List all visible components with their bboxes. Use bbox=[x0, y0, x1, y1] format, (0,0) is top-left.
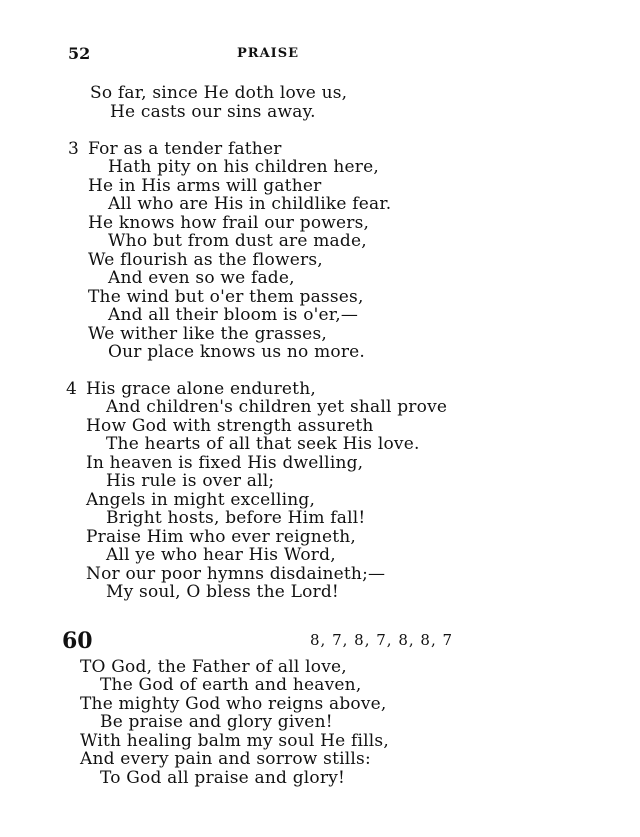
running-title: PRAISE bbox=[237, 46, 300, 61]
verse-line: Bright hosts, before Him fall! bbox=[106, 508, 366, 528]
verse-line: Who but from dust are made, bbox=[108, 231, 367, 251]
page-number: 52 bbox=[68, 44, 91, 63]
stanza-number: 3 bbox=[68, 139, 79, 159]
verse-line: The wind but o'er them passes, bbox=[88, 287, 364, 307]
stanza-number: 4 bbox=[66, 379, 77, 399]
verse-line: With healing balm my soul He fills, bbox=[80, 731, 389, 751]
verse-line: The hearts of all that seek His love. bbox=[106, 434, 420, 454]
hymn-meter: 8, 7, 8, 7, 8, 8, 7 bbox=[310, 631, 454, 649]
verse-line: Our place knows us no more. bbox=[108, 342, 366, 362]
hymn-number: 60 bbox=[62, 628, 93, 654]
verse-line: Nor our poor hymns disdaineth;— bbox=[86, 564, 386, 584]
verse-line: We flourish as the flowers, bbox=[88, 250, 323, 270]
verse-line: In heaven is fixed His dwelling, bbox=[86, 453, 364, 473]
verse-line: Be praise and glory given! bbox=[100, 712, 333, 732]
verse-line: We wither like the grasses, bbox=[88, 324, 327, 344]
verse-line: The mighty God who reigns above, bbox=[80, 694, 387, 714]
verse-line: He knows how frail our powers, bbox=[88, 213, 370, 233]
verse-line: His rule is over all; bbox=[106, 471, 275, 491]
verse-line: TO God, the Father of all love, bbox=[80, 657, 347, 677]
page-header bbox=[0, 44, 640, 68]
verse-line: To God all praise and glory! bbox=[100, 768, 346, 788]
verse-line: He casts our sins away. bbox=[110, 102, 316, 122]
verse-line: And all their bloom is o'er,— bbox=[108, 305, 359, 325]
verse-line: He in His arms will gather bbox=[88, 176, 322, 196]
verse-line: All ye who hear His Word, bbox=[106, 545, 336, 565]
verse-line: So far, since He doth love us, bbox=[90, 83, 348, 103]
verse-line: Hath pity on his children here, bbox=[108, 157, 379, 177]
verse-line: Angels in might excelling, bbox=[86, 490, 316, 510]
verse-line: His grace alone endureth, bbox=[86, 379, 316, 399]
verse-line: And even so we fade, bbox=[108, 268, 295, 288]
verse-line: And every pain and sorrow stills: bbox=[80, 749, 371, 769]
verse-line: All who are His in childlike fear. bbox=[108, 194, 392, 214]
verse-line: How God with strength assureth bbox=[86, 416, 374, 436]
verse-line: And children's children yet shall prove bbox=[106, 397, 448, 417]
verse-line: My soul, O bless the Lord! bbox=[106, 582, 339, 602]
verse-line: The God of earth and heaven, bbox=[100, 675, 362, 695]
verse-line: For as a tender father bbox=[88, 139, 282, 159]
verse-line: Praise Him who ever reigneth, bbox=[86, 527, 357, 547]
